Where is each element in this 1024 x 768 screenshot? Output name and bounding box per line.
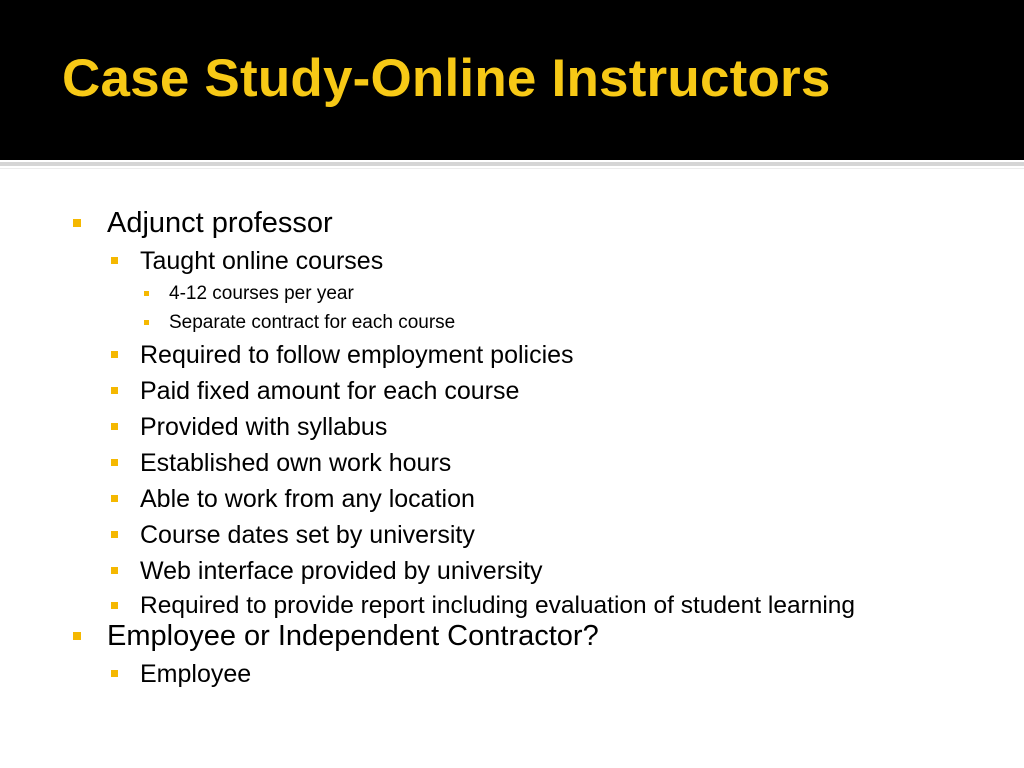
square-bullet-icon: [111, 567, 118, 574]
square-bullet-icon: [111, 257, 118, 264]
bullet-item: [140, 659, 251, 689]
square-bullet-icon: [111, 495, 118, 502]
bullet-text: Web interface provided by university: [140, 557, 543, 585]
bullet-item: [140, 448, 451, 478]
bullet-item: [140, 412, 387, 442]
bullet-text: Taught online courses: [140, 247, 384, 275]
bullet-text: Provided with syllabus: [140, 413, 388, 441]
square-bullet-icon: [144, 320, 149, 325]
bullet-item: [107, 206, 333, 240]
square-bullet-icon: [111, 670, 118, 677]
bullet-item: [169, 311, 455, 335]
title-bar: [0, 0, 1024, 160]
bullet-text: Adjunct professor: [107, 207, 333, 239]
bullet-item: [140, 556, 543, 586]
bullet-item: [140, 340, 574, 370]
square-bullet-icon: [111, 387, 118, 394]
bullet-text: Separate contract for each course: [169, 312, 456, 333]
bullet-item: [140, 520, 475, 550]
bullet-text: 4-12 courses per year: [169, 283, 354, 304]
bullet-text: Course dates set by university: [140, 521, 475, 549]
bullet-item: [140, 376, 519, 406]
bullet-text: Employee: [140, 660, 252, 688]
bullet-item: [140, 591, 855, 621]
square-bullet-icon: [111, 423, 118, 430]
bullet-text: Able to work from any location: [140, 485, 475, 513]
bullet-item: [140, 484, 475, 514]
square-bullet-icon: [111, 351, 118, 358]
bullet-text: Required to provide report including evaluation of student learning: [140, 592, 856, 619]
square-bullet-icon: [73, 219, 81, 227]
bullet-text: Paid fixed amount for each course: [140, 377, 520, 405]
bullet-text: Required to follow employment policies: [140, 341, 574, 369]
bullet-text: Employee or Independent Contractor?: [107, 620, 599, 652]
bullet-item: [169, 282, 354, 306]
square-bullet-icon: [111, 531, 118, 538]
title-divider: [0, 162, 1024, 166]
slide-title: Case Study-Online Instructors: [62, 49, 831, 108]
title-divider-shadow: [0, 168, 1024, 169]
square-bullet-icon: [144, 291, 149, 296]
bullet-item: [107, 619, 599, 653]
square-bullet-icon: [111, 602, 118, 609]
square-bullet-icon: [73, 632, 81, 640]
square-bullet-icon: [111, 459, 118, 466]
bullet-text: Established own work hours: [140, 449, 452, 477]
bullet-item: [140, 246, 383, 276]
